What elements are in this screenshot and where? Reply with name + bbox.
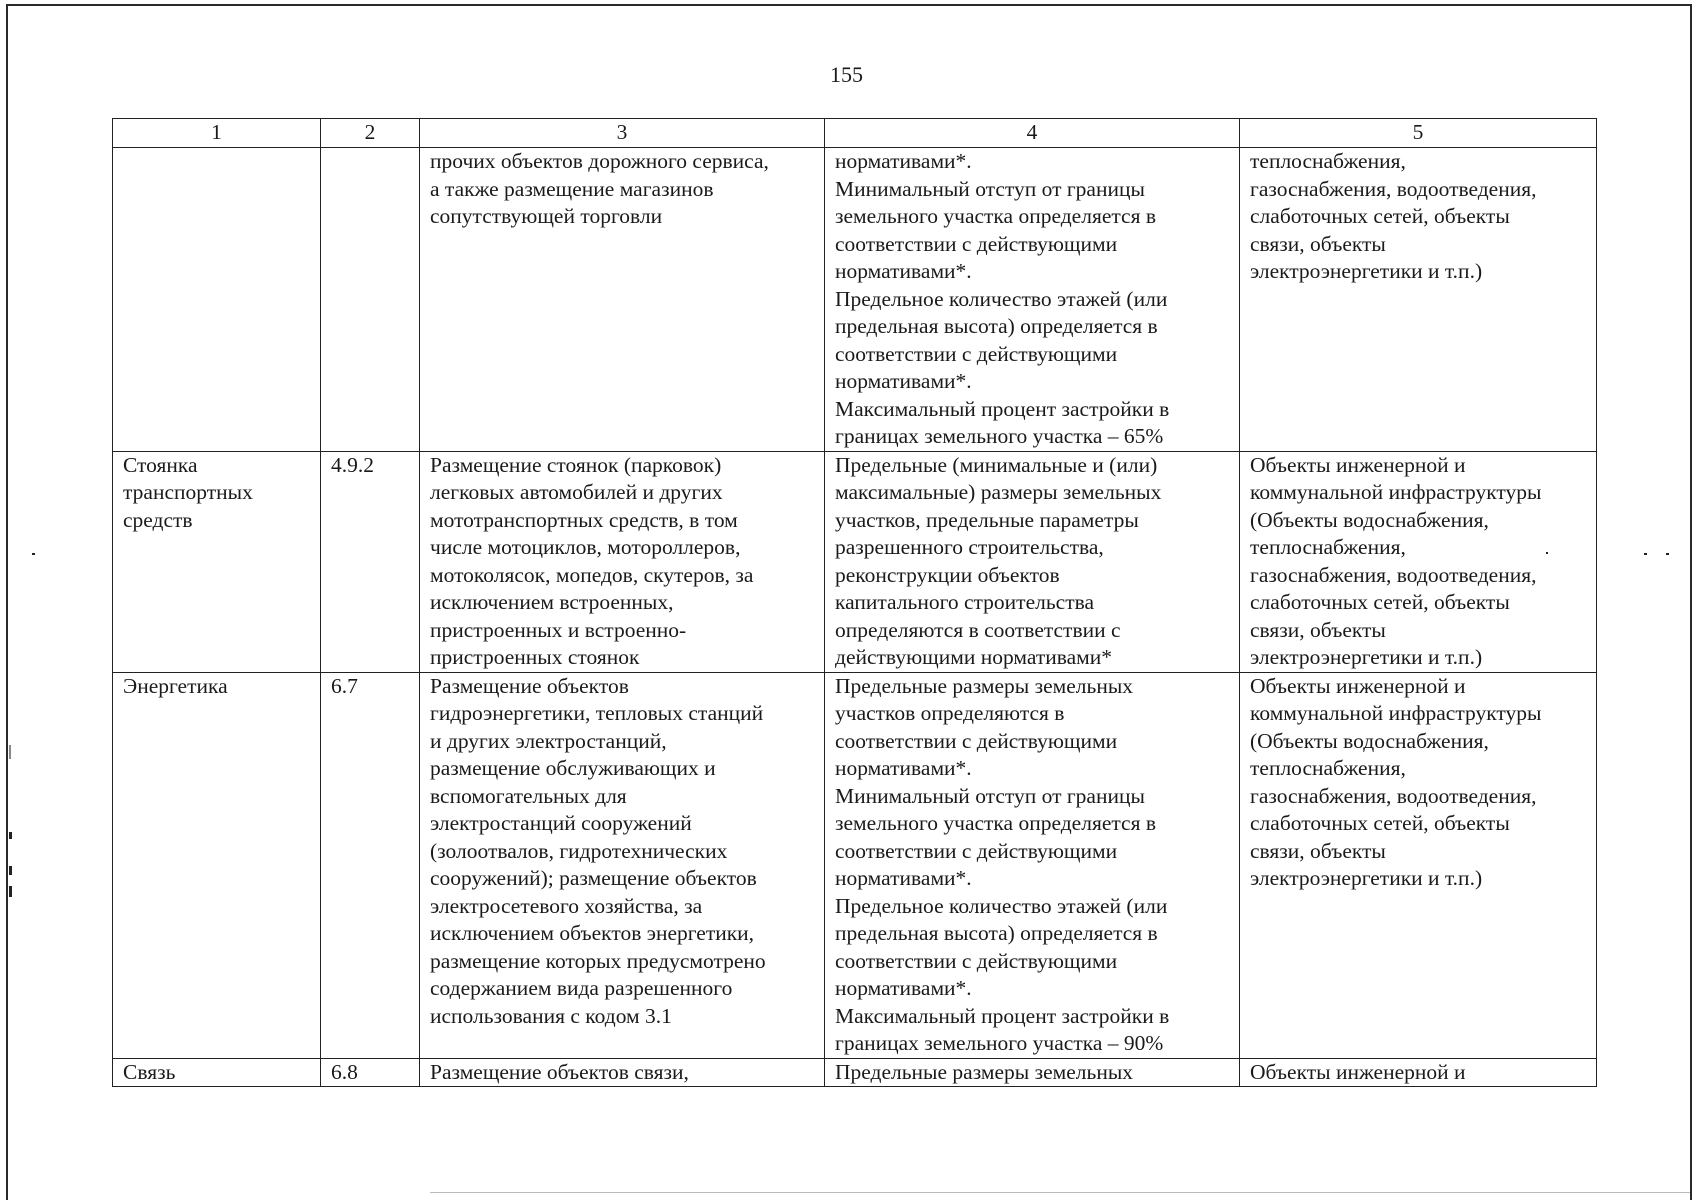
use-description-cell: Размещение объектов гидроэнергетики, тепловых станций и других электростанций, размещение обслуживающих и вспомогательных для электростанций сооружений (золоотвалов, гидротехнических сооружений); размещение объектов электросетевого хозяйства, за исключением объектов энергетики, размещение которых предусмотрено содержанием вида разрешенного использования с кодом 3.1 [420,672,825,1058]
scan-speck [1666,553,1669,555]
parameters-cell: Предельные (минимальные и (или) максимальные) размеры земельных участков, предельные параметры разрешенного строительства, реконструкции объектов капитального строительства определяются в соответствии с действующими нормативами* [825,451,1240,672]
table-row [113,1058,1597,1087]
use-description-cell: Размещение объектов связи, [420,1058,825,1087]
use-name-cell: Связь [113,1058,321,1087]
scan-frame-bottom [430,1192,1690,1193]
auxiliary-use-cell: Объекты инженерной и коммунальной инфраструктуры (Объекты водоснабжения, теплоснабжения, газоснабжения, водоотведения, слаботочных сетей, объекты связи, объекты электроэнергетики и т.п.) [1240,451,1597,672]
use-code-cell: 6.8 [321,1058,420,1087]
scan-speck [9,866,12,875]
use-name-cell: Стоянка транспортных средств [113,451,321,672]
parameters-cell: Предельные размеры земельных участков определяются в соответствии с действующими нормативами*. Минимальный отступ от границы земельного участка определяется в соответствии с действующими нормативами*. Предельное количество этажей (или предельная высота) определяется в соответствии с действующими нормативами*. Максимальный процент застройки в границах земельного участка – 90% [825,672,1240,1058]
table-header [113,119,1597,148]
column-header-5: 5 [1240,119,1597,148]
scan-speck [9,745,11,759]
column-header-2: 2 [321,119,420,148]
column-header-3: 3 [420,119,825,148]
auxiliary-use-cell: теплоснабжения, газоснабжения, водоотведения, слаботочных сетей, объекты связи, объекты электроэнергетики и т.п.) [1240,148,1597,452]
column-header-4: 4 [825,119,1240,148]
column-header-1: 1 [113,119,321,148]
scan-speck [9,832,12,839]
scan-frame-top [6,4,1692,6]
header-row [113,119,1597,148]
auxiliary-use-cell: Объекты инженерной и коммунальной инфраструктуры (Объекты водоснабжения, теплоснабжения, газоснабжения, водоотведения, слаботочных сетей, объекты связи, объекты электроэнергетики и т.п.) [1240,672,1597,1058]
use-description-cell: прочих объектов дорожного сервиса, а также размещение магазинов сопутствующей торговли [420,148,825,452]
scan-speck [9,886,12,897]
scan-frame-right [1690,4,1692,1200]
scan-speck [1644,553,1647,555]
use-code-cell: 4.9.2 [321,451,420,672]
use-code-cell: 6.7 [321,672,420,1058]
regulations-table [112,118,1597,1087]
use-name-cell [113,148,321,452]
table-row [113,148,1597,452]
table-row [113,672,1597,1058]
use-description-cell: Размещение стоянок (парковок) легковых автомобилей и других мототранспортных средств, в том числе мотоциклов, мотороллеров, мотоколясок, мопедов, скутеров, за исключением встроенных, пристроенных и встроенно- пристроенных стоянок [420,451,825,672]
table-body [113,148,1597,1087]
scan-frame-left [6,4,8,1200]
parameters-cell: нормативами*. Минимальный отступ от границы земельного участка определяется в соответствии с действующими нормативами*. Предельное количество этажей (или предельная высота) определяется в соответствии с действующими нормативами*. Максимальный процент застройки в границах земельного участка – 65% [825,148,1240,452]
parameters-cell: Предельные размеры земельных [825,1058,1240,1087]
scan-speck [32,553,35,555]
page-number: 155 [830,62,863,87]
use-name-cell: Энергетика [113,672,321,1058]
use-code-cell [321,148,420,452]
auxiliary-use-cell: Объекты инженерной и [1240,1058,1597,1087]
table-row [113,451,1597,672]
